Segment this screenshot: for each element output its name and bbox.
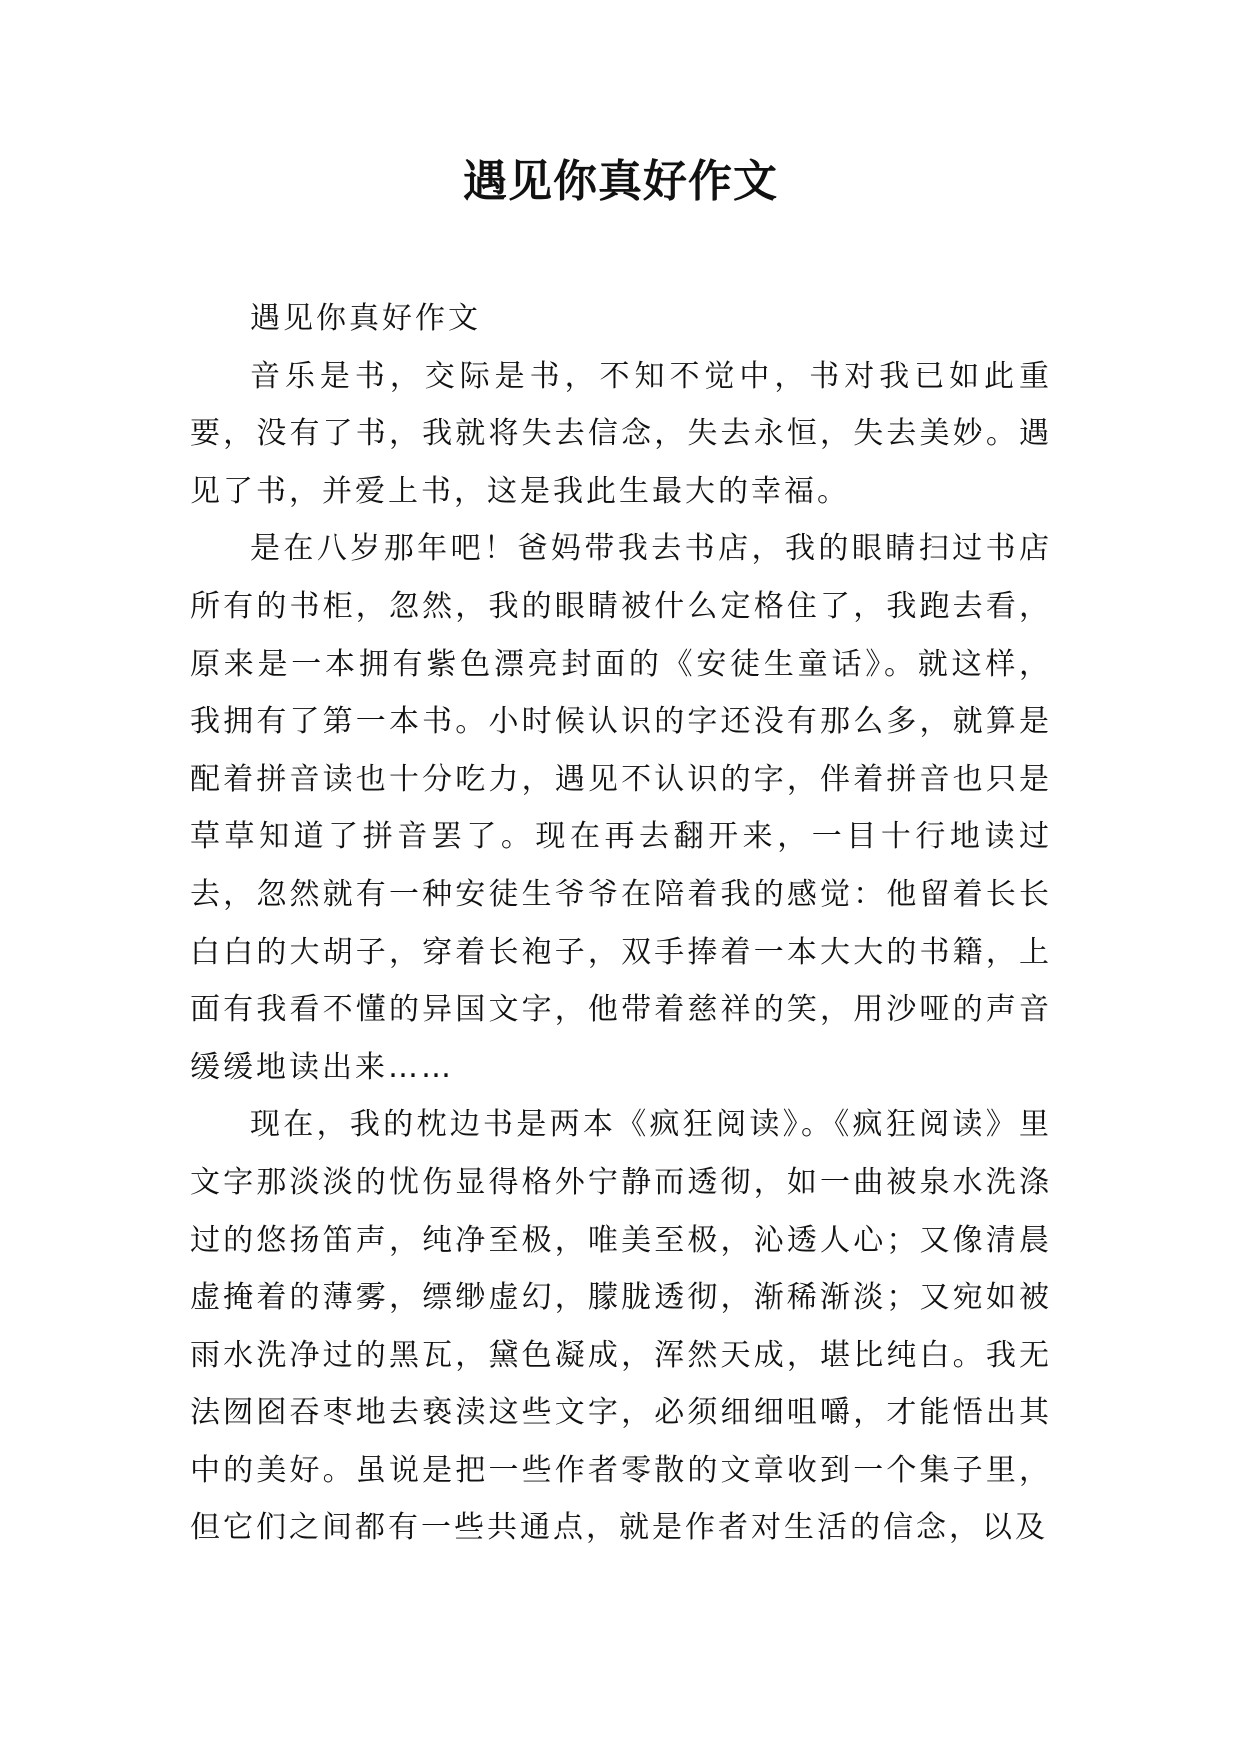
paragraph: 现在，我的枕边书是两本《疯狂阅读》。《疯狂阅读》里文字那淡淡的忧伤显得格外宁静而透彻，如一曲被泉水洗涤过的悠扬笛声，纯净至极，唯美至极，沁透人心；又像清晨虚掩着的薄雾，缥缈虚幻，朦胧透彻，渐稀渐淡；又宛如被雨水洗净过的黑瓦，黛色凝成，浑然天成，堪比纯白。我无法囫囵吞枣地去亵渎这些文字，必须细细咀嚼，才能悟出其中的美好。虽说是把一些作者零散的文章收到一个集子里，但它们之间都有一些共通点，就是作者对生活的信念，以及 [190,1107,1052,1546]
document-title: 遇见你真好作文 [463,156,778,207]
paragraph-subtitle: 遇见你真好作文 [250,301,481,336]
paragraph: 音乐是书，交际是书，不知不觉中，书对我已如此重要，没有了书，我就将失去信念，失去永恒，失去美妙。遇见了书，并爱上书，这是我此生最大的幸福。 [190,358,1052,509]
document-body [190,290,1052,1557]
paragraph: 是在八岁那年吧！爸妈带我去书店，我的眼睛扫过书店所有的书柜，忽然，我的眼睛被什么定格住了，我跑去看，原来是一本拥有紫色漂亮封面的《安徒生童话》。就这样，我拥有了第一本书。小时候认识的字还没有那么多，就算是配着拼音读也十分吃力，遇见不认识的字，伴着拼音也只是草草知道了拼音罢了。现在再去翻开来，一目十行地读过去，忽然就有一种安徒生爷爷在陪着我的感觉：他留着长长白白的大胡子，穿着长袍子，双手捧着一本大大的书籍，上面有我看不懂的异国文字，他带着慈祥的笑，用沙哑的声音缓缓地读出来…… [190,531,1052,1085]
